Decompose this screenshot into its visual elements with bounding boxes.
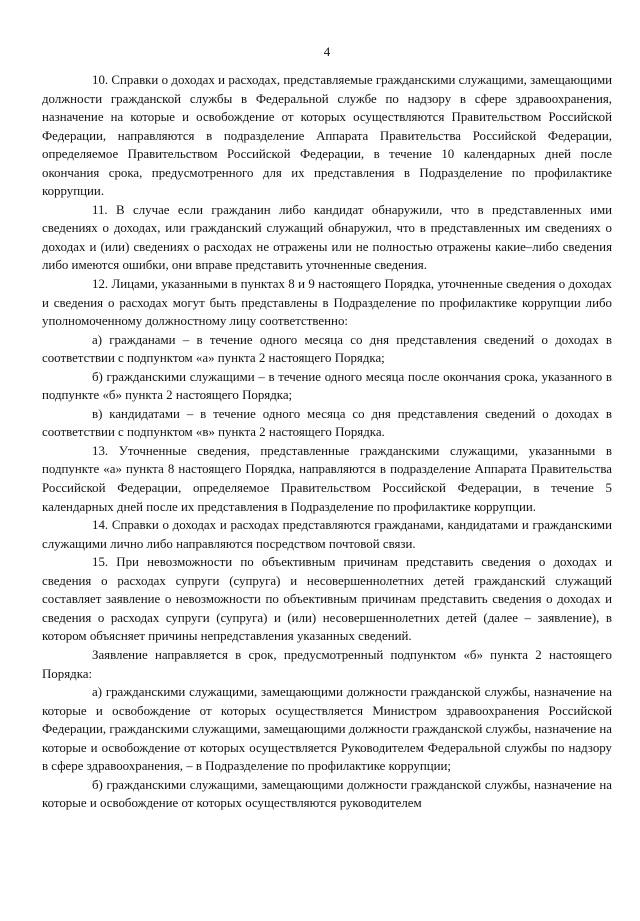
paragraph-14: 14. Справки о доходах и расходах представляются гражданами, кандидатами и гражданскими служащими лично либо направляются посредством почтовой связи. — [42, 518, 612, 551]
paragraph-12-b: б) гражданскими служащими – в течение одного месяца после окончания срока, указанного в подпункте «б» пункта 2 настоящего Порядка; — [42, 369, 612, 403]
paragraph-statement-deadline: Заявление направляется в срок, предусмотренный подпунктом «б» пункта 2 настоящего Порядка: — [42, 647, 612, 681]
paragraph-13: 13. Уточненные сведения, представленные гражданскими служащими, указанными в подпункте «а» пункта 8 настоящего Порядка, направляются в подразделение Аппарата Правительства Российской Федерации, определяемое Правительством Российской Федерации, в течение 5 календарных дней после их представления в Подразделение по профилактике коррупции. — [42, 443, 612, 514]
page-number: 4 — [323, 44, 331, 59]
paragraph-15: 15. При невозможности по объективным причинам представить сведения о доходах и сведения о расходах супруги (супруга) и несовершеннолетних детей гражданский служащий составляет заявление о невозможности по объективным причинам представить сведения о доходах и сведения о расходах супруги (супруга) и (или) несовершеннолетних детей (далее – заявление), в котором объясняет причины непредставления указанных сведений. — [42, 555, 612, 644]
paragraph-statement-a: а) гражданскими служащими, замещающими должности гражданской службы, назначение на которые и освобождение от которых осуществляется Министром здравоохранения Российской Федерации, гражданскими служащими, замещающими должности гражданской службы, назначение на которые и освобождение от которых осуществляется Руководителем Федеральной службы по надзору в сфере здравоохранения, – в Подразделение по профилактике коррупции; — [42, 685, 612, 774]
paragraph-12: 12. Лицами, указанными в пунктах 8 и 9 настоящего Порядка, уточненные сведения о доходах и сведения о расходах могут быть представлены в Подразделение по профилактике коррупции либо уполномоченному должностному лицу соответственно: — [42, 277, 612, 329]
paragraph-10: 10. Справки о доходах и расходах, представляемые гражданскими служащими, замещающими должности гражданской службы в Федеральной службе по надзору в сфере здравоохранения, назначение на которые и освобождение от которых осуществляются Правительством Российской Федерации, направляются в подразделение Аппарата Правительства Российской Федерации, определяемое Правительством Российской Федерации, в течение 10 календарных дней после окончания срока, предусмотренного для их представления в Подразделение по профилактике коррупции. — [42, 73, 612, 199]
paragraph-12-a: а) гражданами – в течение одного месяца со дня представления сведений о доходах в соответствии с подпунктом «а» пункта 2 настоящего Порядка; — [42, 332, 612, 366]
paragraph-11: 11. В случае если гражданин либо кандидат обнаружили, что в представленных ими сведениях о доходах, или гражданский служащий обнаружил, что в представленных им сведениях о доходах и (или) сведениях о расходах не отражены или не полностью отражены какие–либо сведения либо имеются ошибки, они вправе представить уточненные сведения. — [42, 202, 612, 273]
paragraph-statement-b: б) гражданскими служащими, замещающими должности гражданской службы, назначение на которые и освобождение от которых осуществляются руководителем — [42, 777, 612, 811]
paragraph-12-v: в) кандидатами – в течение одного месяца со дня представления сведений о доходах в соответствии с подпунктом «в» пункта 2 настоящего Порядка. — [42, 406, 612, 440]
